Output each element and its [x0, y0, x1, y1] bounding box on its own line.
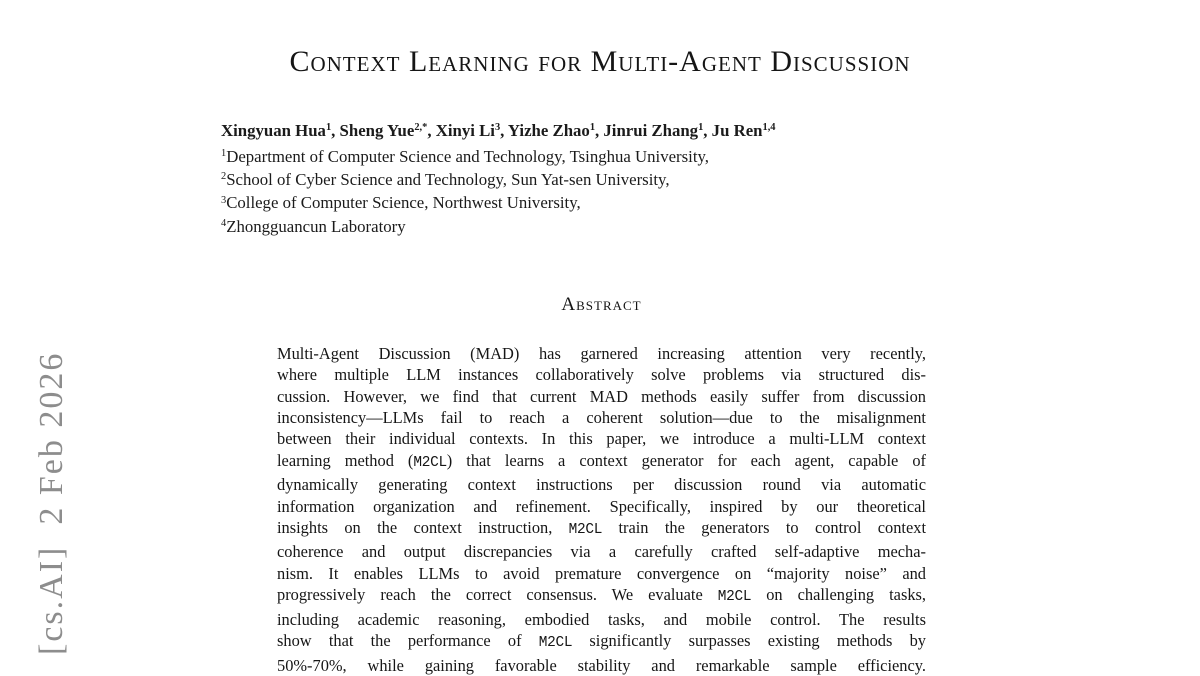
- author: Sheng Yue$^{2,*}$,: [339, 121, 436, 140]
- abstract-line: progressively reach the correct consensus. We evaluate M2CL on challenging tasks,: [277, 585, 926, 606]
- mono-token: M2CL: [538, 635, 573, 652]
- author-separator: ,: [595, 121, 604, 140]
- abstract-line: between their individual contexts. In this paper, we introduce a multi-LLM context: [277, 429, 926, 449]
- author: Jinrui Zhang$^1$,: [603, 121, 712, 140]
- abstract-line: coherence and output discrepancies via a carefully crafted self-adaptive mecha-: [277, 542, 926, 562]
- abstract-line: inconsistency—LLMs fail to reach a coherent solution—due to the misalignment: [277, 408, 926, 428]
- author: Xingyuan Hua$^1$,: [221, 121, 340, 140]
- abstract-section: [0, 294, 1200, 676]
- affiliation: [221, 215, 1200, 238]
- abstract-line: learning method (M2CL) that learns a context generator for each agent, capable of: [277, 450, 926, 471]
- author-separator: ,: [331, 121, 340, 140]
- abstract-line: Multi-Agent Discussion (MAD) has garnered increasing attention very recently,: [277, 343, 926, 363]
- author: Ju Ren$^{1,4}$: [711, 121, 776, 140]
- abstract-line: show that the performance of M2CL significantly surpasses existing methods by: [277, 631, 926, 652]
- affiliation-marker: 2: [221, 171, 227, 183]
- affiliation-marker: 3: [221, 194, 227, 206]
- author-affil-marker: 2,*: [414, 122, 428, 134]
- paper-title: Context Learning for Multi-Agent Discussion: [289, 45, 911, 78]
- author-separator: ,: [500, 121, 508, 140]
- author: Xinyi Li$^3$,: [435, 121, 508, 140]
- abstract-line: where multiple LLM instances collaboratively solve problems via structured dis-: [277, 365, 926, 385]
- affiliation: [221, 168, 1200, 191]
- mono-token: M2CL: [717, 589, 752, 606]
- author-affil-marker: 1: [698, 122, 704, 134]
- author-affil-marker: 1: [589, 122, 596, 134]
- mono-token: M2CL: [413, 454, 447, 471]
- abstract-line: including academic reasoning, embodied tasks, and mobile control. The results: [277, 609, 926, 629]
- mono-token: M2CL: [568, 522, 603, 539]
- affiliation-text: College of Computer Science, Northwest University,: [226, 193, 581, 213]
- affiliation: [221, 145, 1200, 168]
- abstract-heading: Abstract: [561, 293, 642, 315]
- author-block: [221, 118, 1200, 238]
- author-affil-marker: 1,4: [762, 122, 776, 134]
- abstract-line: 50%-70%, while gaining favorable stability and remarkable sample efficiency.: [277, 655, 926, 675]
- affiliation-marker: 1: [221, 148, 227, 160]
- affiliation-marker: 4: [221, 217, 227, 229]
- author-separator: ,: [427, 121, 436, 140]
- author-affil-marker: 1: [325, 122, 332, 134]
- abstract-line: dynamically generating context instructions per discussion round via automatic: [277, 475, 926, 495]
- affiliation-text: Department of Computer Science and Technology, Tsinghua University,: [226, 147, 709, 166]
- author-affil-marker: 3: [494, 122, 501, 134]
- affiliation-text: School of Cyber Science and Technology, Sun Yat-sen University,: [226, 170, 670, 190]
- arxiv-sidebar-stamp: [cs.AI] 2 Feb 2026: [33, 351, 70, 655]
- abstract-line: insights on the context instruction, M2CL train the generators to control context: [277, 518, 926, 539]
- author-separator: ,: [703, 121, 712, 140]
- affiliation-text: Zhongguancun Laboratory: [226, 216, 406, 236]
- affiliation-list: [221, 145, 1200, 238]
- abstract-line: information organization and refinement. Specifically, inspired by our theoretical: [277, 496, 926, 516]
- abstract-line: cussion. However, we find that current MAD methods easily suffer from discussion: [277, 386, 926, 406]
- author: Yizhe Zhao$^1$,: [507, 121, 604, 140]
- abstract-body: [277, 343, 926, 676]
- author-line: [221, 118, 1200, 143]
- abstract-line: nism. It enables LLMs to avoid premature convergence on “majority noise” and: [277, 563, 926, 583]
- affiliation: [221, 191, 1200, 214]
